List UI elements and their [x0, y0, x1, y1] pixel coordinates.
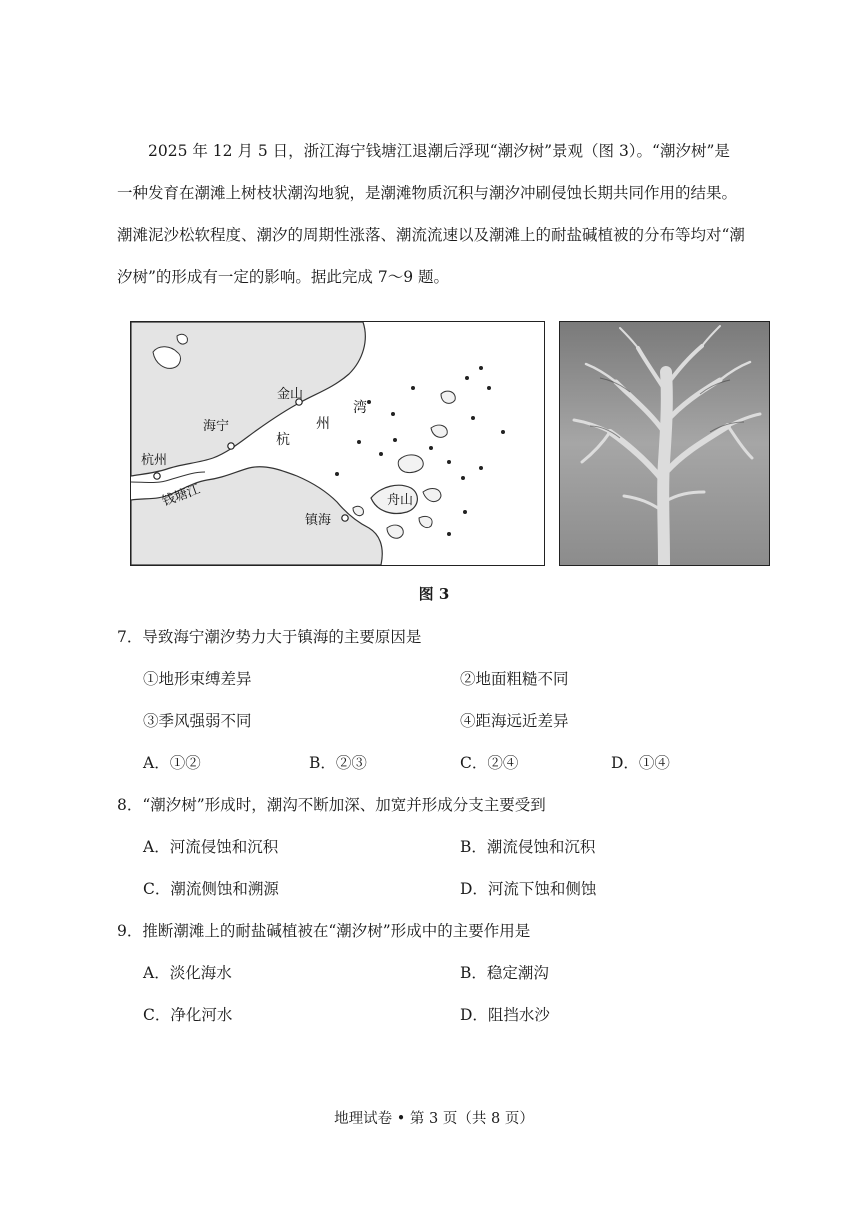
tidal-tree-illustration: [560, 322, 769, 565]
intro-line-1: 2025 年 12 月 5 日，浙江海宁钱塘江退潮后浮现“潮汐树”景观（图 3）。“潮汐树”是: [148, 142, 730, 160]
q7-choice-b[interactable]: B．②③: [309, 754, 367, 772]
q7-statement-3: ③季风强弱不同: [143, 712, 252, 730]
q9-choice-d[interactable]: D．阻挡水沙: [460, 1006, 550, 1024]
label-bay-3: 湾: [353, 400, 367, 416]
q8-choice-b[interactable]: B．潮流侵蚀和沉积: [460, 838, 596, 856]
intro-line-3: 潮滩泥沙松软程度、潮汐的周期性涨落、潮流流速以及潮滩上的耐盐碱植被的分布等均对“潮: [117, 226, 745, 244]
label-jinshan: 金山: [277, 387, 304, 402]
label-haining: 海宁: [203, 419, 230, 434]
hangzhou-marker: [154, 473, 160, 479]
intro-line-2: 一种发育在潮滩上树枝状潮沟地貌，是潮滩物质沉积与潮汐冲刷侵蚀长期共同作用的结果。: [117, 184, 738, 202]
q7-statement-2: ②地面粗糙不同: [460, 670, 569, 688]
intro-paragraph: [117, 130, 777, 298]
tidal-tree-photo: [559, 321, 770, 566]
intro-line-4: 汐树”的形成有一定的影响。据此完成 7～9 题。: [117, 268, 450, 286]
hangzhou-bay-map: [130, 321, 545, 566]
zhenhai-marker: [342, 515, 348, 521]
q9-choice-c[interactable]: C．净化河水: [143, 1006, 233, 1024]
label-zhoushan: 舟山: [387, 493, 414, 508]
label-zhenhai: 镇海: [305, 513, 332, 528]
map-svg: [131, 322, 544, 565]
question-7-stem: 7．导致海宁潮汐势力大于镇海的主要原因是: [117, 628, 422, 646]
q9-choice-a[interactable]: A．淡化海水: [143, 964, 232, 982]
question-9-stem: 9．推断潮滩上的耐盐碱植被在“潮汐树”形成中的主要作用是: [117, 922, 531, 940]
page-footer: 地理试卷 • 第 3 页（共 8 页）: [334, 1111, 534, 1127]
q7-choice-a[interactable]: A．①②: [143, 754, 201, 772]
figure-caption: 图 3: [418, 585, 450, 603]
label-bay-1: 杭: [276, 432, 290, 448]
q9-choice-b[interactable]: B．稳定潮沟: [460, 964, 549, 982]
label-bay-2: 州: [316, 416, 330, 432]
q7-choice-c[interactable]: C．②④: [460, 754, 519, 772]
label-hangzhou: 杭州: [141, 453, 168, 468]
q8-choice-a[interactable]: A．河流侵蚀和沉积: [143, 838, 279, 856]
q8-choice-d[interactable]: D．河流下蚀和侧蚀: [460, 880, 597, 898]
q8-choice-c[interactable]: C．潮流侧蚀和溯源: [143, 880, 279, 898]
haining-marker: [228, 443, 234, 449]
q7-statement-1: ①地形束缚差异: [143, 670, 252, 688]
question-8-stem: 8．“潮汐树”形成时，潮沟不断加深、加宽并形成分支主要受到: [117, 796, 546, 814]
q7-choice-d[interactable]: D．①④: [611, 754, 670, 772]
q7-statement-4: ④距海远近差异: [460, 712, 569, 730]
label-qiantangjiang: 钱塘江: [160, 482, 203, 510]
